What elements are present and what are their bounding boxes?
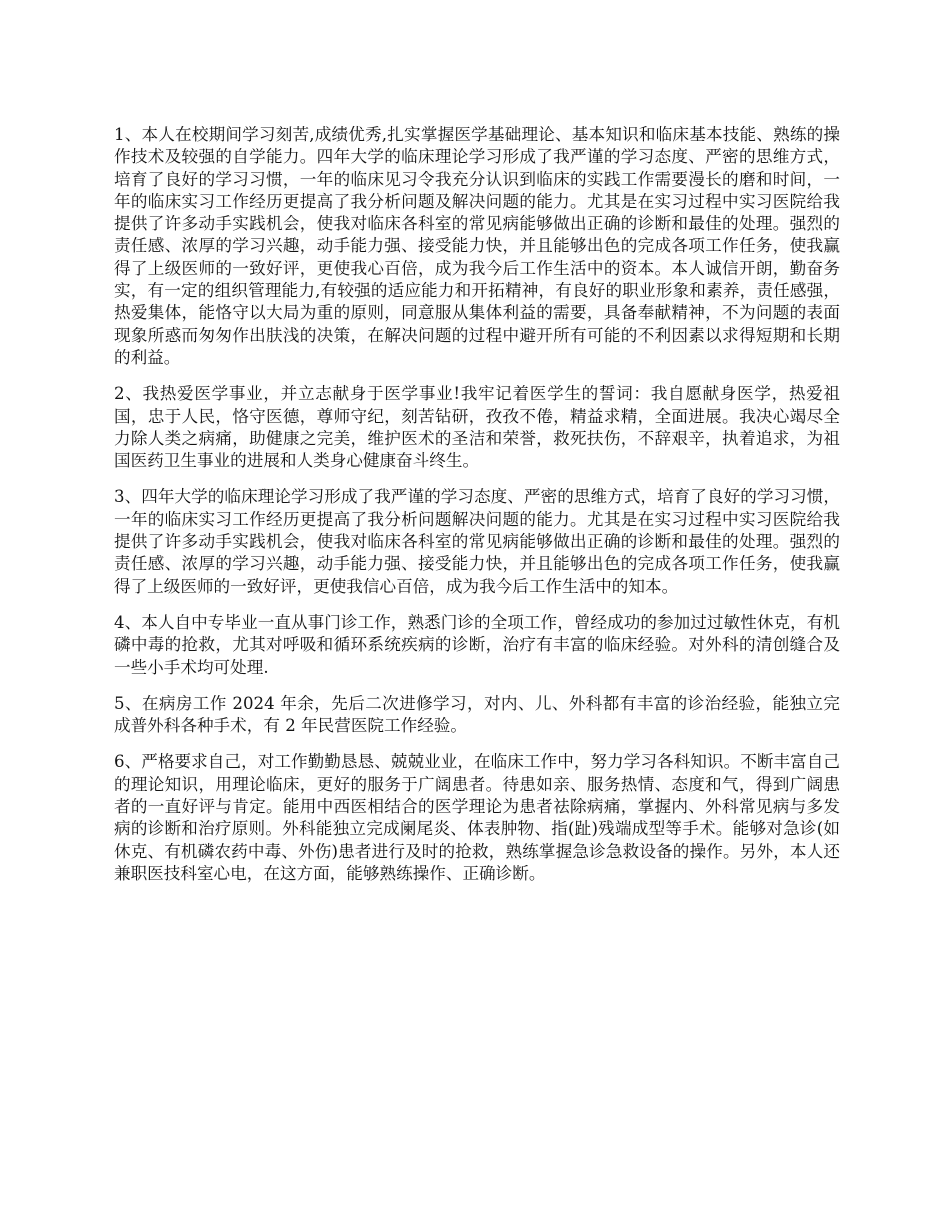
document-body xyxy=(114,124,840,899)
paragraph-3: 3、四年大学的临床理论学习形成了我严谨的学习态度、严密的思维方式，培育了良好的学习习惯，一年的临床实习工作经历更提高了我分析问题解决问题的能力。尤其是在实习过程中实习医院给我提供了许多动手实践机会，使我对临床各科室的常见病能够做出正确的诊断和最佳的处理。强烈的责任感、浓厚的学习兴趣，动手能力强、接受能力快，并且能够出色的完成各项工作任务，使我赢得了上级医师的一致好评，更使我信心百倍，成为我今后工作生活中的知本。 xyxy=(114,487,840,596)
paragraph-5: 5、在病房工作 2024 年余，先后二次进修学习，对内、儿、外科都有丰富的诊治经验，能独立完成普外科各种手术，有 2 年民营医院工作经验。 xyxy=(114,693,840,736)
paragraph-2: 2、我热爱医学事业，并立志献身于医学事业!我牢记着医学生的誓词：我自愿献身医学，热爱祖国，忠于人民，恪守医德，尊师守纪，刻苦钻研，孜孜不倦，精益求精，全面进展。我决心竭尽全力除人类之病痛，助健康之完美，维护医术的圣洁和荣誉，救死扶伤，不辞艰辛，执着追求，为祖国医药卫生事业的进展和人类身心健康奋斗终生。 xyxy=(114,384,840,471)
paragraph-6: 6、严格要求自己，对工作勤勤恳恳、兢兢业业，在临床工作中，努力学习各科知识。不断丰富自己的理论知识，用理论临床，更好的服务于广阔患者。待患如亲、服务热情、态度和气，得到广阔患者的一直好评与肯定。能用中西医相结合的医学理论为患者祛除病痛，掌握内、外科常见病与多发病的诊断和治疗原则。外科能独立完成阑尾炎、体表肿物、指(趾)残端成型等手术。能够对急诊(如休克、有机磷农药中毒、外伤)患者进行及时的抢救，熟练掌握急诊急救设备的操作。另外，本人还兼职医技科室心电，在这方面，能够熟练操作、正确诊断。 xyxy=(114,752,840,883)
paragraph-4: 4、本人自中专毕业一直从事门诊工作，熟悉门诊的全项工作，曾经成功的参加过过敏性休克，有机磷中毒的抢救，尤其对呼吸和循环系统疾病的诊断，治疗有丰富的临床经验。对外科的清创缝合及一些小手术均可处理. xyxy=(114,612,840,677)
paragraph-1: 1、本人在校期间学习刻苦,成绩优秀,扎实掌握医学基础理论、基本知识和临床基本技能、熟练的操作技术及较强的自学能力。四年大学的临床理论学习形成了我严谨的学习态度、严密的思维方式，培育了良好的学习习惯，一年的临床见习令我充分认识到临床的实践工作需要漫长的磨和时间，一年的临床实习工作经历更提高了我分析问题及解决问题的能力。尤其是在实习过程中实习医院给我提供了许多动手实践机会，使我对临床各科室的常见病能够做出正确的诊断和最佳的处理。强烈的责任感、浓厚的学习兴趣，动手能力强、接受能力快，并且能够出色的完成各项工作任务，使我赢得了上级医师的一致好评，更使我心百倍，成为我今后工作生活中的资本。本人诚信开朗，勤奋务实，有一定的组织管理能力,有较强的适应能力和开拓精神，有良好的职业形象和素养，责任感强，热爱集体，能恪守以大局为重的原则，同意服从集体利益的需要，具备奉献精神，不为问题的表面现象所惑而匆匆作出肤浅的决策，在解决问题的过程中避开所有可能的不利因素以求得短期和长期的利益。 xyxy=(114,125,840,367)
